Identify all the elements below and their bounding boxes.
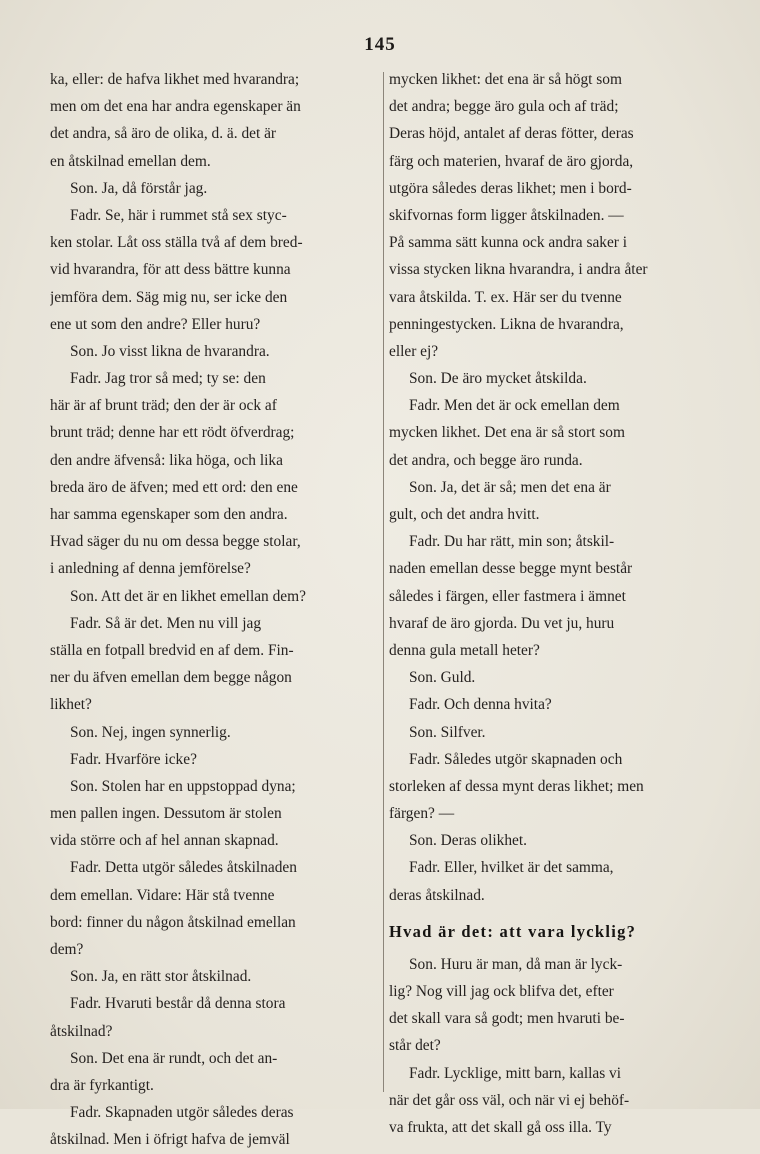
text-line: Son. Det ena är rundt, och det an- [70, 1049, 278, 1067]
text-line: mycken likhet. Det ena är så stort som [389, 424, 625, 442]
text-line: färgen? — [389, 805, 455, 823]
page-number: 145 [364, 34, 396, 55]
text-line: skifvornas form ligger åtskilnaden. — [389, 206, 624, 224]
text-line: Fadr. Således utgör skapnaden och [409, 750, 623, 768]
text-line: jemföra dem. Säg mig nu, ser icke den [50, 288, 288, 306]
text-line: utgöra således deras likhet; men i bord- [389, 179, 632, 197]
text-line: deras åtskilnad. [389, 886, 485, 904]
text-line: men pallen ingen. Dessutom är stolen [50, 805, 282, 823]
text-line: således i färgen, eller fastmera i ämnet [389, 587, 626, 605]
text-line: Son. Stolen har en uppstoppad dyna; [70, 777, 296, 795]
text-line: Fadr. Hvaruti består då denna stora [70, 995, 286, 1013]
text-line: det andra, så äro de olika, d. ä. det är [50, 125, 277, 143]
text-line: står det? [389, 1037, 441, 1055]
text-line: brunt träd; denne har ett rödt öfverdrag; [50, 424, 295, 442]
text-line: ka, eller: de hafva likhet med hvarandra; [50, 71, 300, 88]
text-line: åtskilnad. Men i öfrigt hafva de jemväl [50, 1131, 290, 1149]
text-line: en åtskilnad emellan dem. [50, 152, 211, 170]
text-line: Fadr. Hvarföre icke? [70, 750, 197, 768]
text-line: va frukta, att det skall gå oss illa. Ty [389, 1118, 612, 1136]
text-line: i anledning af denna jemförelse? [50, 560, 251, 578]
text-line: På samma sätt kunna ock andra saker i [389, 234, 628, 252]
text-line: ene ut som den andre? Eller huru? [50, 315, 261, 333]
text-line: vida större och af hel annan skapnad. [50, 832, 279, 850]
text-line: dem emellan. Vidare: Här stå tvenne [50, 886, 275, 904]
text-line: Son. Guld. [409, 669, 476, 687]
text-line: bord: finner du någon åtskilnad emellan [50, 913, 296, 931]
text-line: hvaraf de äro gjorda. Du vet ju, huru [389, 614, 615, 632]
text-line: Deras höjd, antalet af deras fötter, deras [389, 125, 634, 143]
text-line: likhet? [50, 696, 92, 714]
text-line: lig? Nog vill jag ock blifva det, efter [389, 983, 614, 1000]
text-line: det andra; begge äro gula och af träd; [389, 98, 619, 116]
text-line: Fadr. Så är det. Men nu vill jag [70, 614, 262, 632]
text-line: den andre äfvenså: lika höga, och lika [50, 451, 283, 469]
text-line: naden emellan desse begge mynt består [389, 560, 633, 578]
text-line: ken stolar. Låt oss ställa två af dem bred- [50, 234, 303, 252]
text-line: denna gula metall heter? [389, 641, 540, 659]
text-line: har samma egenskaper som den andra. [50, 506, 288, 523]
text-line: Son. Jo visst likna de hvarandra. [70, 342, 270, 360]
text-line: storleken af dessa mynt deras likhet; men [389, 777, 644, 795]
text-line: Son. Ja, det är så; men det ena är [409, 478, 611, 496]
text-line: Son. De äro mycket åtskilda. [409, 370, 587, 388]
text-line: eller ej? [389, 342, 439, 360]
text-line: Fadr. Eller, hvilket är det samma, [409, 859, 614, 877]
text-line: Fadr. Du har rätt, min son; åtskil- [409, 533, 615, 551]
text-line: Fadr. Jag tror så med; ty se: den [70, 370, 266, 388]
text-line: Son. Ja, en rätt stor åtskilnad. [70, 968, 252, 986]
text-line: ställa en fotpall bredvid en af dem. Fin- [50, 641, 294, 659]
text-line: breda äro de äfven; med ett ord: den ene [50, 478, 298, 496]
text-line: Fadr. Och denna hvita? [409, 696, 552, 714]
text-line: mycken likhet: det ena är så högt som [389, 71, 622, 88]
text-line: Son. Deras olikhet. [409, 832, 527, 850]
text-line: Son. Nej, ingen synnerlig. [70, 723, 231, 741]
text-line: Son. Att det är en likhet emellan dem? [70, 587, 306, 605]
text-line: vid hvarandra, för att dess bättre kunna [50, 261, 291, 279]
text-line: vissa stycken likna hvarandra, i andra åter [389, 261, 648, 279]
text-line: penningestycken. Likna de hvarandra, [389, 315, 624, 333]
text-line: Fadr. Detta utgör således åtskilnaden [70, 859, 297, 877]
text-line: färg och materien, hvaraf de äro gjorda, [389, 152, 634, 170]
text-line: Fadr. Men det är ock emellan dem [409, 397, 620, 415]
text-line: dem? [50, 941, 84, 958]
text-line: men om det ena har andra egenskaper än [50, 98, 301, 116]
text-line: här är af brunt träd; den der är ock af [50, 397, 277, 415]
text-line: när det går oss väl, och när vi ej behöf- [389, 1091, 630, 1109]
section-heading: Hvad är det: att vara lycklig? [389, 921, 637, 941]
text-line: gult, och det andra hvitt. [389, 506, 540, 523]
text-line: Son. Ja, då förstår jag. [70, 179, 208, 197]
text-line: Fadr. Se, här i rummet stå sex styc- [70, 206, 287, 224]
column-divider [383, 72, 384, 1092]
text-line: vara åtskilda. T. ex. Här ser du tvenne [389, 288, 622, 306]
text-line: dra är fyrkantigt. [50, 1076, 154, 1094]
text-line: Fadr. Lycklige, mitt barn, kallas vi [409, 1064, 622, 1082]
text-line: åtskilnad? [50, 1022, 113, 1040]
text-line: Hvad säger du nu om dessa begge stolar, [50, 533, 301, 551]
right-column [389, 66, 720, 1141]
left-column [50, 66, 378, 1154]
text-line: det andra, och begge äro runda. [389, 451, 583, 469]
text-line: Fadr. Skapnaden utgör således deras [70, 1104, 294, 1122]
text-line: ner du äfven emellan dem begge någon [50, 669, 292, 687]
text-line: Son. Silfver. [409, 723, 486, 741]
text-line: det skall vara så godt; men hvaruti be- [389, 1010, 625, 1028]
text-line: Son. Huru är man, då man är lyck- [409, 955, 623, 973]
